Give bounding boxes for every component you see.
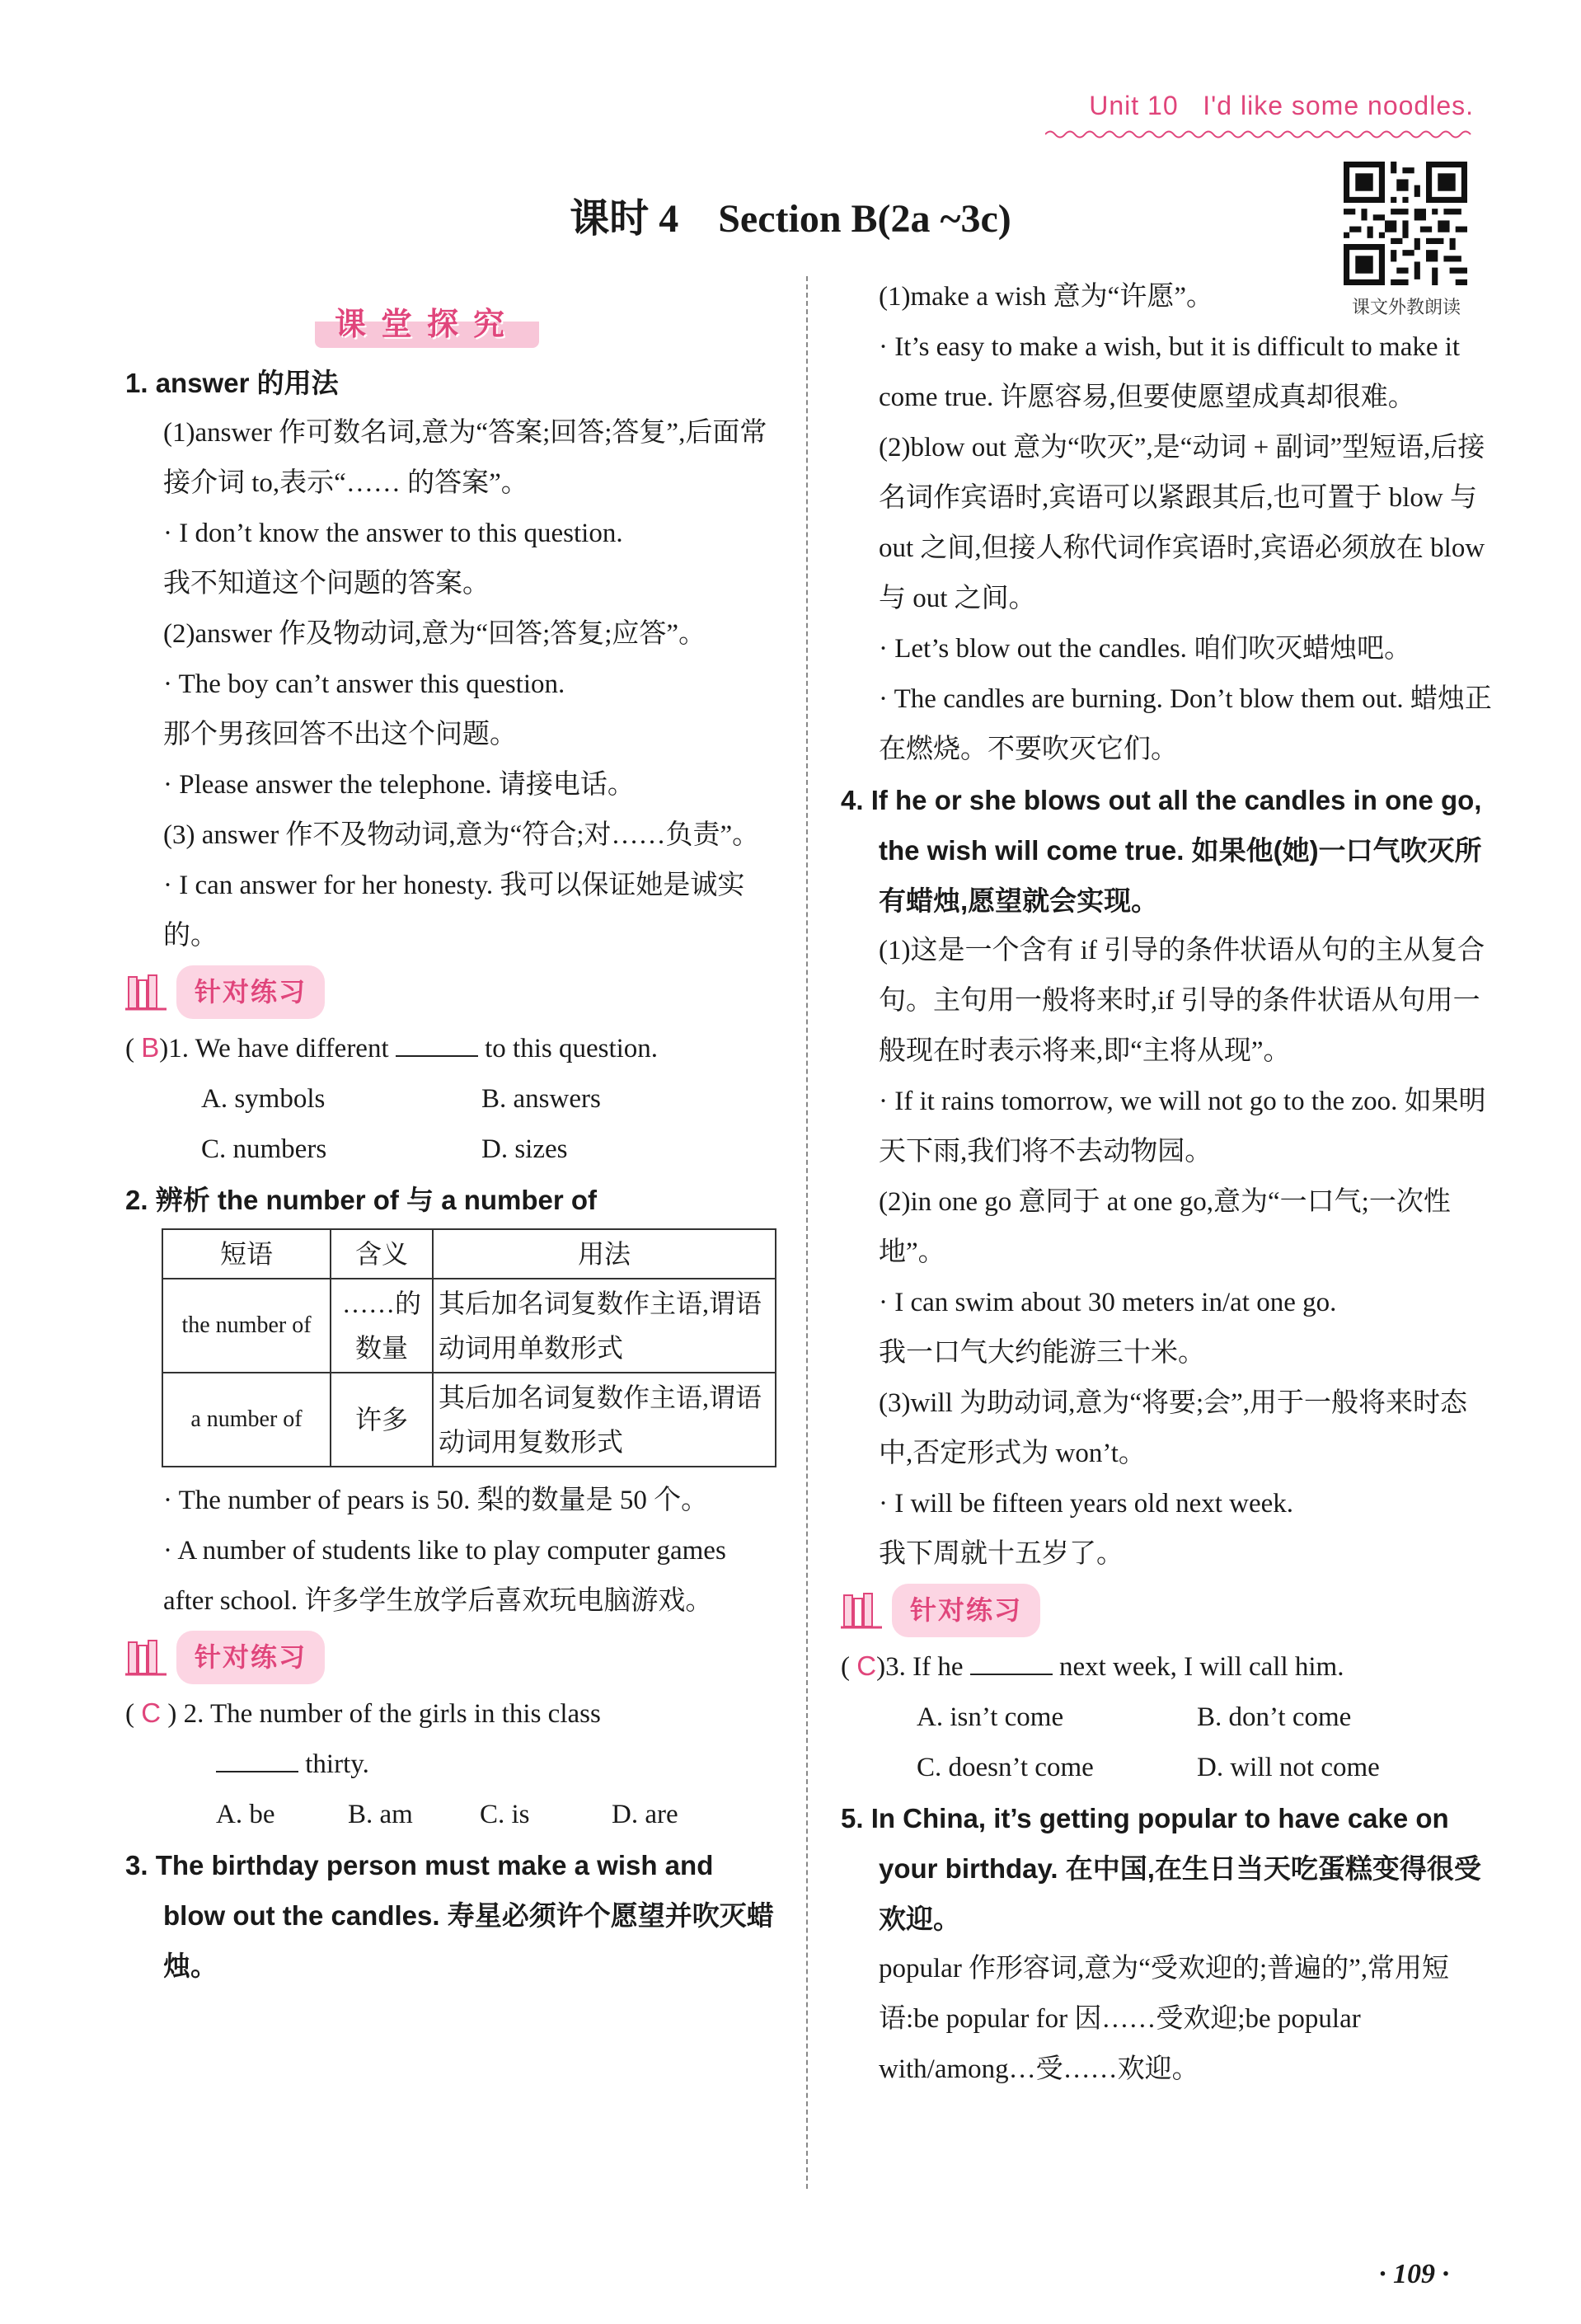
- example-sentence: · The number of pears is 50. 梨的数量是 50 个。: [163, 1486, 709, 1515]
- option[interactable]: A. isn’t come: [917, 1702, 1064, 1732]
- point-2-heading: 2. 辨析 the number of 与 a number of: [125, 1185, 598, 1215]
- example-sentence: · The boy can’t answer this question.: [163, 669, 565, 699]
- point-4-heading: 4. If he or she blows out all the candles in one go, the wish will come true. 如果他(她)一口气吹灭所有蜡烛,愿望就会实现。: [841, 785, 1482, 916]
- option[interactable]: B. don’t come: [1197, 1702, 1352, 1732]
- point-5-p1: popular 作形容词,意为“受欢迎的;普遍的”,常用短语:be popular for 因……受欢迎;be popular with/among…受……欢迎。: [879, 1954, 1450, 2084]
- point-5-heading: 5. In China, it’s getting popular to have cake on your birthday. 在中国,在生日当天吃蛋糕变得很受欢迎。: [841, 1803, 1481, 1934]
- page-number: · 109 ·: [1379, 2259, 1449, 2289]
- example-translation: 我一口气大约能游三十米。: [879, 1338, 1205, 1368]
- point-4-p3: (3)will 为助动词,意为“将要;会”,用于一般将来时态中,否定形式为 won’t。: [879, 1388, 1468, 1468]
- example-sentence: · If it rains tomorrow, we will not go to the zoo. 如果明天下雨,我们将不去动物园。: [879, 1087, 1486, 1167]
- answer-blank[interactable]: [970, 1650, 1053, 1675]
- option[interactable]: A. symbols: [201, 1084, 326, 1114]
- practice-label: 针对练习: [176, 965, 325, 1019]
- option[interactable]: D. will not come: [1197, 1753, 1380, 1782]
- header-wavy-line: [1045, 129, 1474, 140]
- answer-blank[interactable]: [216, 1748, 298, 1772]
- section-banner: 课堂探究: [315, 300, 539, 348]
- example-sentence: · I don’t know the answer to this question.: [163, 519, 623, 548]
- example-sentence: · A number of students like to play computer games after school. 许多学生放学后喜欢玩电脑游戏。: [163, 1536, 726, 1616]
- example-translation: 那个男孩回答不出这个问题。: [163, 720, 517, 749]
- answer-mark: C: [856, 1650, 877, 1681]
- option[interactable]: B. answers: [481, 1084, 601, 1114]
- example-sentence: · I can swim about 30 meters in/at one go.: [879, 1288, 1337, 1317]
- question-3-options: [841, 1693, 1492, 1793]
- point-4-p2: (2)in one go 意同于 at one go,意为“一口气;一次性地”。: [879, 1187, 1451, 1267]
- point-3-p1: (1)make a wish 意为“许愿”。: [879, 282, 1213, 312]
- question-2-options: [125, 1790, 776, 1840]
- point-4-p1: (1)这是一个含有 if 引导的条件状语从句的主从复合句。主句用一般将来时,if 引导的条件状语从句用一般现在时表示将来,即“主将从现”。: [879, 936, 1485, 1066]
- point-3-p2: (2)blow out 意为“吹灭”,是“动词 + 副词”型短语,后接名词作宾语时,宾语可以紧跟其后,也可置于 blow 与 out 之间,但接人称代词作宾语时,宾语必须放在 blow 与 out 之间。: [879, 433, 1485, 613]
- point-1-p1: (1)answer 作可数名词,意为“答案;回答;答复”,后面常接介词 to,表示“…… 的答案”。: [163, 418, 767, 498]
- example-sentence: · The candles are burning. Don’t blow them out. 蜡烛正在燃烧。不要吹灭它们。: [879, 684, 1492, 764]
- right-column: [841, 272, 1492, 2095]
- example-translation: 我不知道这个问题的答案。: [163, 569, 490, 599]
- example-sentence: · Please answer the telephone. 请接电话。: [163, 770, 635, 800]
- practice-banner: [125, 1633, 776, 1681]
- books-icon: [841, 1590, 885, 1630]
- option[interactable]: B. am: [348, 1800, 413, 1829]
- practice-banner: [841, 1586, 1492, 1634]
- table-header: 含义: [331, 1229, 433, 1279]
- answer-mark: C: [141, 1697, 162, 1728]
- page-title: 课时 4 Section B(2a ~3c): [570, 197, 1011, 241]
- option[interactable]: C. is: [480, 1800, 530, 1829]
- column-divider: [806, 276, 808, 2189]
- unit-title: I'd like some noodles.: [1203, 91, 1474, 120]
- option[interactable]: C. doesn’t come: [917, 1753, 1094, 1782]
- answer-blank[interactable]: [396, 1032, 478, 1057]
- left-column: [125, 289, 776, 1991]
- comparison-table: [162, 1228, 776, 1467]
- point-1-p2: (2)answer 作及物动词,意为“回答;答复;应答”。: [163, 619, 706, 649]
- option[interactable]: D. are: [612, 1800, 678, 1829]
- unit-label: Unit 10: [1089, 91, 1179, 120]
- example-translation: 我下周就十五岁了。: [879, 1539, 1124, 1569]
- qr-caption: 课文外教朗读: [1351, 298, 1461, 318]
- running-header: [1089, 91, 1474, 121]
- point-3-heading: 3. The birthday person must make a wish and blow out the candles. 寿星必须许个愿望并吹灭蜡烛。: [125, 1850, 774, 1981]
- practice-label: 针对练习: [176, 1631, 325, 1684]
- practice-banner: [125, 968, 776, 1016]
- question-2-cont: thirty.: [125, 1739, 776, 1790]
- question-3: ( C)3. If he next week, I will call him.: [841, 1650, 1344, 1682]
- answer-mark: B: [141, 1032, 160, 1063]
- table-row: the number of ……的数量 其后加名词复数作主语,谓语动词用单数形式: [162, 1279, 776, 1373]
- example-sentence: · I will be fifteen years old next week.: [879, 1489, 1294, 1519]
- question-1-options: [125, 1074, 776, 1175]
- option[interactable]: A. be: [216, 1800, 275, 1829]
- question-1: ( B)1. We have different to this question.: [125, 1032, 659, 1063]
- books-icon: [125, 972, 170, 1012]
- question-2: ( C ) 2. The number of the girls in this class: [125, 1697, 601, 1729]
- practice-label: 针对练习: [892, 1584, 1040, 1637]
- table-header: 用法: [433, 1229, 776, 1279]
- example-sentence: · Let’s blow out the candles. 咱们吹灭蜡烛吧。: [879, 634, 1412, 664]
- option[interactable]: D. sizes: [481, 1134, 568, 1164]
- books-icon: [125, 1637, 170, 1677]
- example-sentence: · It’s easy to make a wish, but it is difficult to make it come true. 许愿容易,但要使愿望成真却很难。: [879, 332, 1461, 412]
- point-1-p3: (3) answer 作不及物动词,意为“符合;对……负责”。: [163, 820, 760, 850]
- table-row: a number of 许多 其后加名词复数作主语,谓语动词用复数形式: [162, 1373, 776, 1467]
- option[interactable]: C. numbers: [201, 1134, 327, 1164]
- example-sentence: · I can answer for her honesty. 我可以保证她是诚实的。: [163, 871, 745, 951]
- point-1-heading: 1. answer 的用法: [125, 368, 339, 398]
- table-header: 短语: [162, 1229, 331, 1279]
